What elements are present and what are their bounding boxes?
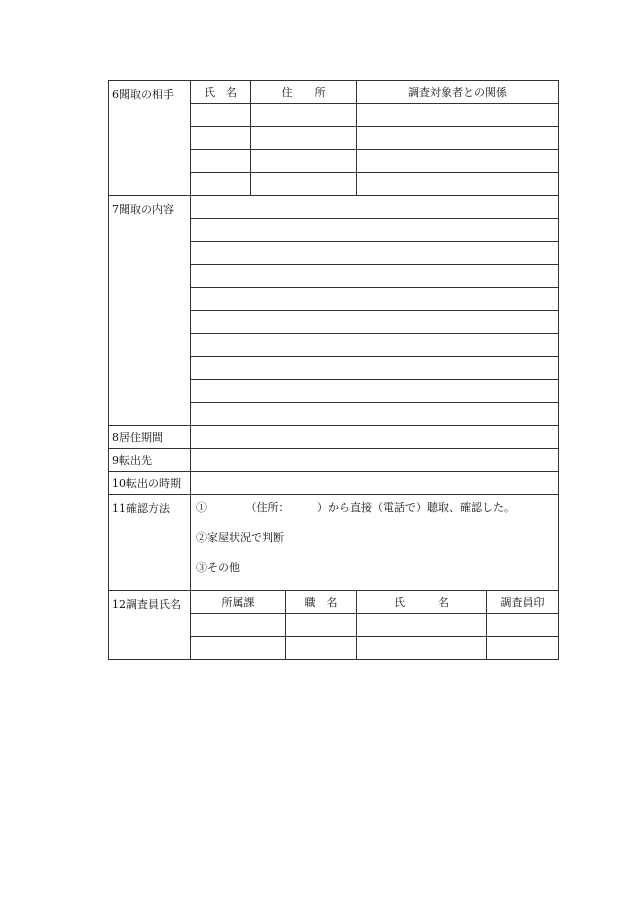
s9-value-cell[interactable] [191, 449, 559, 472]
s11-option-1[interactable]: ① （住所： ）から直接（電話で）聴取、確認した。 [196, 501, 515, 514]
s12-title-cell[interactable] [286, 637, 357, 660]
s12-header-dept: 所属課 [191, 591, 286, 614]
s7-content-line[interactable] [191, 311, 559, 334]
s9-row [109, 449, 559, 472]
s6-header-address: 住 所 [251, 81, 357, 104]
s7-content-line[interactable] [191, 403, 559, 426]
s6-name-cell[interactable] [191, 127, 251, 150]
s8-row [109, 426, 559, 449]
s6-name-cell[interactable] [191, 173, 251, 196]
s7-content-line[interactable] [191, 380, 559, 403]
s12-name-cell[interactable] [357, 637, 487, 660]
s7-content-line[interactable] [191, 196, 559, 219]
s7-content-line[interactable] [191, 242, 559, 265]
s11-method-cell [191, 495, 559, 591]
s12-label: 12調査員氏名 [109, 591, 191, 660]
s7-content-line[interactable] [191, 265, 559, 288]
s7-content-line[interactable] [191, 288, 559, 311]
s7-row [109, 196, 559, 219]
s10-label: 10転出の時期 [109, 472, 191, 495]
s8-label: 8居住期間 [109, 426, 191, 449]
s6-header-row [109, 81, 559, 104]
s6-header-relation: 調査対象者との関係 [357, 81, 559, 104]
s12-seal-cell[interactable] [487, 614, 559, 637]
s7-content-line[interactable] [191, 357, 559, 380]
s9-label: 9転出先 [109, 449, 191, 472]
s12-dept-cell[interactable] [191, 614, 286, 637]
s12-header-seal: 調査員印 [487, 591, 559, 614]
s6-address-cell[interactable] [251, 173, 357, 196]
s12-seal-cell[interactable] [487, 637, 559, 660]
s7-content-line[interactable] [191, 219, 559, 242]
s6-relation-cell[interactable] [357, 150, 559, 173]
s6-label: 6聞取の相手 [109, 81, 191, 196]
s7-content-line[interactable] [191, 334, 559, 357]
s11-label: 11確認方法 [109, 495, 191, 591]
s6-name-cell[interactable] [191, 104, 251, 127]
s6-relation-cell[interactable] [357, 173, 559, 196]
s12-dept-cell[interactable] [191, 637, 286, 660]
s6-header-name: 氏 名 [191, 81, 251, 104]
s12-title-cell[interactable] [286, 614, 357, 637]
s12-name-cell[interactable] [357, 614, 487, 637]
s6-address-cell[interactable] [251, 150, 357, 173]
s10-row [109, 472, 559, 495]
s6-address-cell[interactable] [251, 127, 357, 150]
s12-header-name: 氏 名 [357, 591, 487, 614]
s11-row [109, 495, 559, 591]
s8-value-cell[interactable] [191, 426, 559, 449]
s12-header-title: 職 名 [286, 591, 357, 614]
s6-name-cell[interactable] [191, 150, 251, 173]
s12-header-row [109, 591, 559, 614]
s6-address-cell[interactable] [251, 104, 357, 127]
s10-value-cell[interactable] [191, 472, 559, 495]
s11-option-2[interactable]: ②家屋状況で判断 [196, 531, 284, 544]
s6-relation-cell[interactable] [357, 104, 559, 127]
s11-option-3[interactable]: ③その他 [196, 561, 240, 574]
s7-label: 7聞取の内容 [109, 196, 191, 426]
s6-relation-cell[interactable] [357, 127, 559, 150]
survey-form-table [108, 80, 559, 660]
